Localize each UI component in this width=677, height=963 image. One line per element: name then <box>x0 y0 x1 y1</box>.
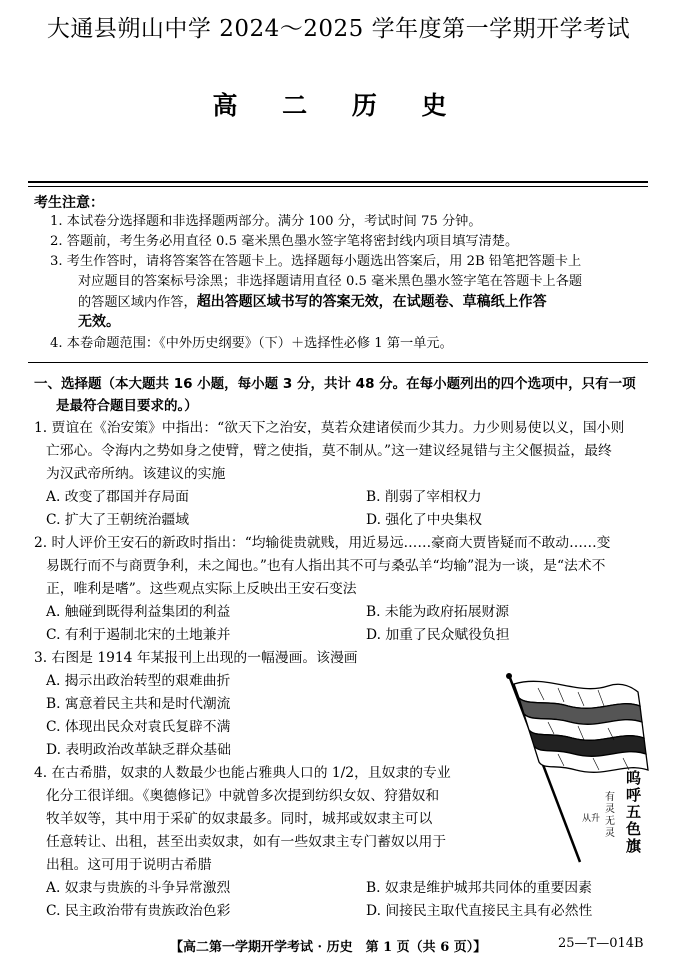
footer-page-info: 【高二第一学期开学考试 · 历史 第 1 页（共 6 页）】 <box>170 940 487 955</box>
question-3-option-b: B. 寓意着民主共和是时代潮流 <box>46 696 231 712</box>
question-3-option-a: A. 揭示出政治转型的艰难曲折 <box>46 673 231 689</box>
question-2-line-2: 易既行而不与商贾争利，未之闻也。”也有人指出其不可与桑弘羊“均输”混为一谈，是“法术不 <box>46 558 606 574</box>
notice-item-3-line4 <box>78 312 677 333</box>
question-3-line-1: 3. 右图是 1914 年某报刊上出现的一幅漫画。该漫画 <box>34 650 358 666</box>
question-4-line-1: 4. 在古希腊，奴隶的人数最少也能占雅典人口的 1/2，且奴隶的专业 <box>34 765 451 781</box>
question-1-line-1: 1. 贾谊在《治安策》中指出：“欲天下之治安，莫若众建诸侯而少其力。力少则易使以义，国小则 <box>34 420 625 436</box>
header-rule <box>28 181 648 183</box>
flagpole-finial <box>506 673 512 679</box>
notice-item-3-line2: 对应题目的答案标号涂黑；非选择题请用直径 0.5 毫米黑色墨水签字笔在答题卡上各题 <box>78 274 583 289</box>
question-2-option-a: A. 触碰到既得利益集团的利益 <box>46 604 231 620</box>
question-4-option-d: D. 间接民主取代直接民主具有必然性 <box>366 903 593 919</box>
question-4-option-c: C. 民主政治带有贵族政治色彩 <box>46 903 231 919</box>
footer-code: 25—T—014B <box>558 936 644 951</box>
question-4-line-3: 牧羊奴等，其中用于采矿的奴隶最多。同时，城邦或奴隶主可以 <box>46 811 433 827</box>
subject-title: 高 二 历 史 <box>212 91 465 120</box>
question-2-option-d: D. 加重了民众赋役负担 <box>366 627 510 643</box>
question-2-line-1: 2. 时人评价王安石的新政时指出：“均输徙贵就贱，用近易远……豪商大贾皆疑而不敢动……变 <box>34 535 611 551</box>
question-3-option-c: C. 体现出民众对袁氏复辟不满 <box>46 719 231 735</box>
comic-caption-small: 有灵无灵 <box>605 792 615 839</box>
question-1-line-3: 为汉武帝所纳。该建议的实施 <box>46 466 226 482</box>
question-4-option-b: B. 奴隶是维护城邦共同体的重要因素 <box>366 880 592 896</box>
header-rule-thin <box>28 186 648 187</box>
comic-signature: 从升 <box>582 814 601 824</box>
question-4-line-2: 化分工很详细。《奥德修记》中就曾多次提到纺织女奴、狩猎奴和 <box>46 788 440 804</box>
notice-item-3-line3 <box>78 292 658 313</box>
question-4-line-5: 出租。这可用于说明古希腊 <box>46 857 212 873</box>
notice-item-3: 3. 考生作答时，请将答案答在答题卡上。选择题每小题选出答案后，用 2B 铅笔把答题卡上 <box>50 254 582 269</box>
notice-item-3-text: 的答题区域内作答， <box>78 295 197 310</box>
flag-cartoon-image <box>488 666 668 866</box>
notice-item-2: 2. 答题前，考生务必用直径 0.5 毫米黑色墨水签字笔将密封线内项目填写清楚。 <box>50 234 519 249</box>
notice-heading: 考生注意： <box>34 195 104 211</box>
notice-item-1: 1. 本试卷分选择题和非选择题两部分。满分 100 分，考试时间 75 分钟。 <box>50 214 482 229</box>
question-1-option-c: C. 扩大了王朝统治疆域 <box>46 512 190 528</box>
question-3-option-d: D. 表明政治改革缺乏群众基础 <box>46 742 231 758</box>
notice-rule <box>28 362 648 363</box>
notice-warning-end: 无效。 <box>78 314 120 330</box>
notice-warning: 超出答题区域书写的答案无效，在试题卷、草稿纸上作答 <box>196 294 547 310</box>
question-4-line-4: 任意转让、出租，甚至出卖奴隶，如有一些奴隶主专门蓄奴以用于 <box>46 834 447 850</box>
notice-item-4: 4. 本卷命题范围：《中外历史纲要》（下）＋选择性必修 1 第一单元。 <box>50 336 453 351</box>
section-heading-cont: 是最符合题目要求的。） <box>56 398 198 414</box>
question-4-option-a: A. 奴隶与贵族的斗争异常激烈 <box>46 880 231 896</box>
question-2-line-3: 正，唯利是嗜”。这些观点实际上反映出王安石变法 <box>46 581 357 597</box>
question-1-option-a: A. 改变了郡国并存局面 <box>46 489 189 505</box>
question-2-option-b: B. 未能为政府拓展财源 <box>366 604 510 620</box>
section-heading: 一、选择题（本大题共 16 小题，每小题 3 分，共计 48 分。在每小题列出的四个选项中，只有一项 <box>34 376 636 392</box>
question-1-option-d: D. 强化了中央集权 <box>366 512 482 528</box>
question-1-line-2: 亡邪心。令海内之势如身之使臂，臂之使指，莫不制从。”这一建议经晁错与主父偃损益，最终 <box>46 443 612 459</box>
comic-caption: 呜呼五色旗 <box>626 769 642 855</box>
question-2-option-c: C. 有利于遏制北宋的土地兼并 <box>46 627 231 643</box>
exam-title: 大通县朔山中学 2024～2025 学年度第一学期开学考试 <box>46 16 631 42</box>
question-1-option-b: B. 削弱了宰相权力 <box>366 489 482 505</box>
